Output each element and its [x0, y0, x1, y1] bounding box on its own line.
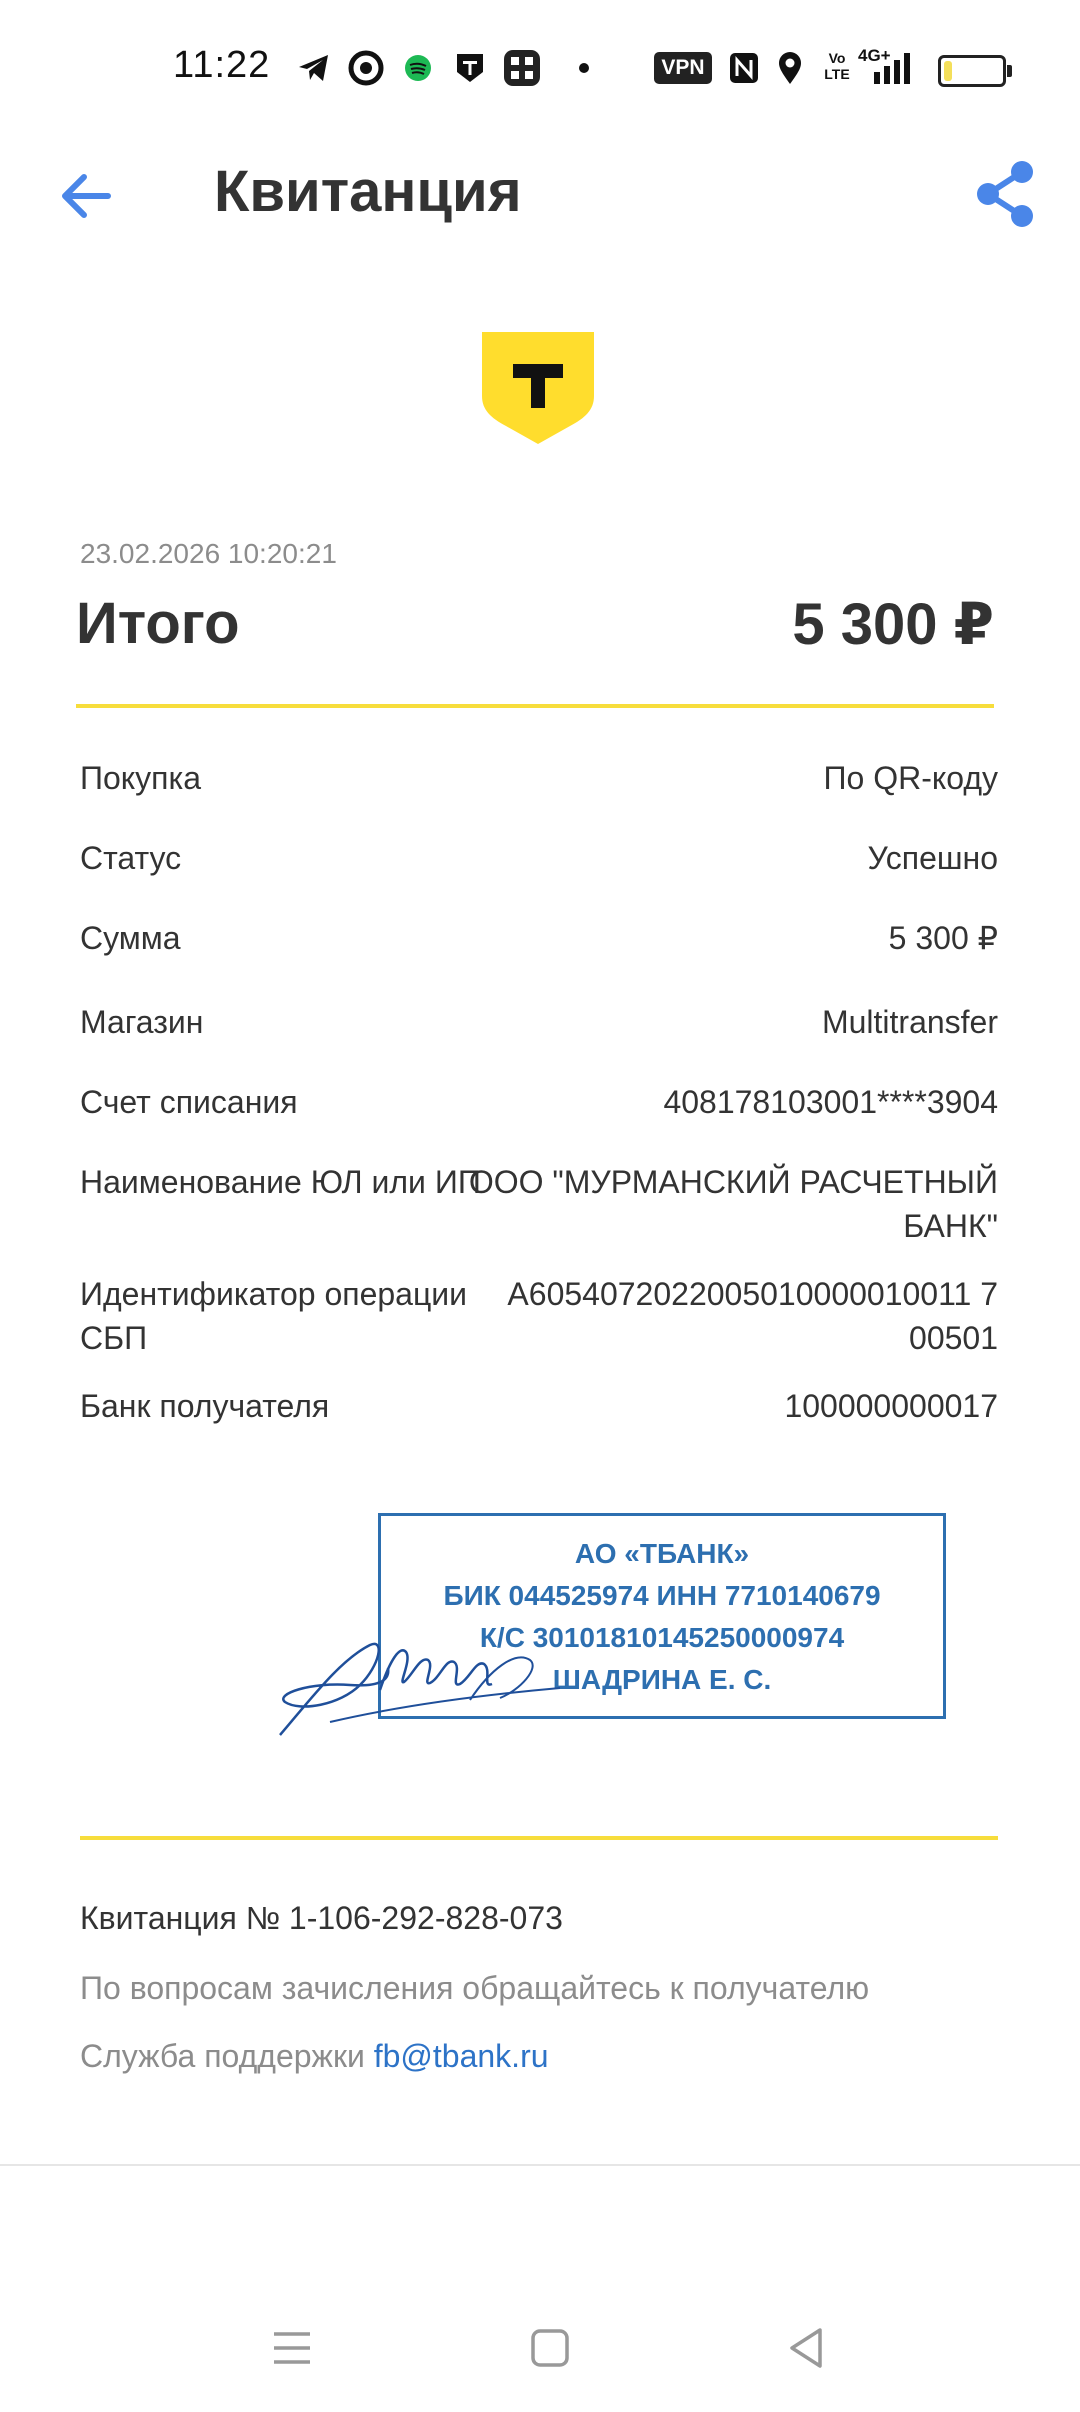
dot-icon	[572, 50, 608, 86]
detail-value-line: A6054072022005010000010011 7	[507, 1276, 998, 1312]
tbank-icon	[452, 50, 488, 86]
detail-value	[507, 1272, 998, 1360]
network-type: 4G+	[858, 46, 891, 65]
detail-value: 100000000017	[784, 1388, 998, 1424]
detail-label: Сумма	[80, 920, 181, 956]
status-bar	[0, 0, 1080, 130]
share-icon	[977, 161, 1033, 227]
signal-icon	[872, 50, 922, 86]
bottom-divider	[0, 2164, 1080, 2166]
detail-label: Счет списания	[80, 1084, 298, 1120]
stamp-line: ШАДРИНА Е. С.	[552, 1664, 772, 1695]
status-time: 11:22	[173, 44, 271, 86]
volte-icon: Vo LTE	[824, 50, 850, 82]
detail-row-sbp-id	[80, 1272, 998, 1362]
detail-value: Успешно	[867, 840, 998, 876]
support-email-link[interactable]: fb@tbank.ru	[373, 2038, 549, 2074]
battery-level	[944, 61, 952, 81]
nfc-icon	[726, 50, 762, 86]
arrow-left-icon	[65, 177, 108, 215]
detail-value	[469, 1160, 998, 1248]
support-contact	[80, 2038, 549, 2075]
detail-label: Банк получателя	[80, 1388, 330, 1424]
back-button[interactable]	[50, 160, 122, 232]
spotify-icon	[400, 50, 436, 86]
telegram-icon	[296, 50, 332, 86]
battery-icon	[938, 55, 1006, 87]
stamp-line: БИК 044525974 ИНН 7710140679	[443, 1580, 881, 1611]
stamp-line: АО «ТБАНК»	[574, 1538, 750, 1569]
detail-value-line: 00501	[909, 1320, 998, 1356]
detail-value: 5 300 ₽	[888, 920, 998, 956]
detail-label	[80, 1272, 467, 1360]
detail-label-line: СБП	[80, 1320, 148, 1356]
page-title: Квитанция	[214, 159, 522, 224]
detail-label: Магазин	[80, 1004, 204, 1040]
tbank-logo	[480, 330, 596, 446]
divider-top	[76, 704, 994, 708]
puzzle-icon	[502, 48, 542, 88]
detail-value: Multitransfer	[821, 1004, 998, 1040]
detail-label: Наименование ЮЛ или ИП	[80, 1164, 481, 1200]
detail-row-legal-name	[80, 1160, 998, 1250]
transaction-datetime: 23.02.2026 10:20:21	[80, 538, 337, 569]
detail-value: По QR-коду	[823, 760, 998, 796]
detail-value-line: ООО "МУРМАНСКИЙ РАСЧЕТНЫЙ	[468, 1164, 998, 1200]
detail-label: Покупка	[80, 760, 201, 796]
back-triangle-icon	[792, 2330, 820, 2366]
footer-note: По вопросам зачисления обращайтесь к получателю	[80, 1970, 870, 2006]
total-label: Итого	[76, 591, 240, 656]
location-icon	[772, 50, 808, 86]
menu-icon	[274, 2334, 310, 2362]
detail-label-line: Идентификатор операции	[80, 1276, 468, 1312]
divider-bottom	[80, 1836, 998, 1840]
total-value: 5 300 ₽	[792, 592, 994, 657]
support-label: Служба поддержки	[80, 2038, 374, 2074]
vpn-icon: VPN	[654, 52, 712, 84]
chrome-icon	[348, 50, 384, 86]
detail-value: 408178103001****3904	[663, 1084, 998, 1120]
detail-label: Статус	[80, 840, 182, 876]
menu-button[interactable]	[262, 2318, 322, 2378]
stamp-line: К/С 30101810145250000974	[479, 1622, 845, 1653]
detail-value-line: БАНК"	[903, 1208, 998, 1244]
share-button[interactable]	[970, 158, 1040, 230]
receipt-number: Квитанция № 1-106-292-828-073	[80, 1900, 563, 1936]
signature	[270, 1590, 570, 1740]
home-button[interactable]	[520, 2318, 580, 2378]
nav-back-button[interactable]	[778, 2318, 838, 2378]
home-square-icon	[533, 2331, 567, 2365]
